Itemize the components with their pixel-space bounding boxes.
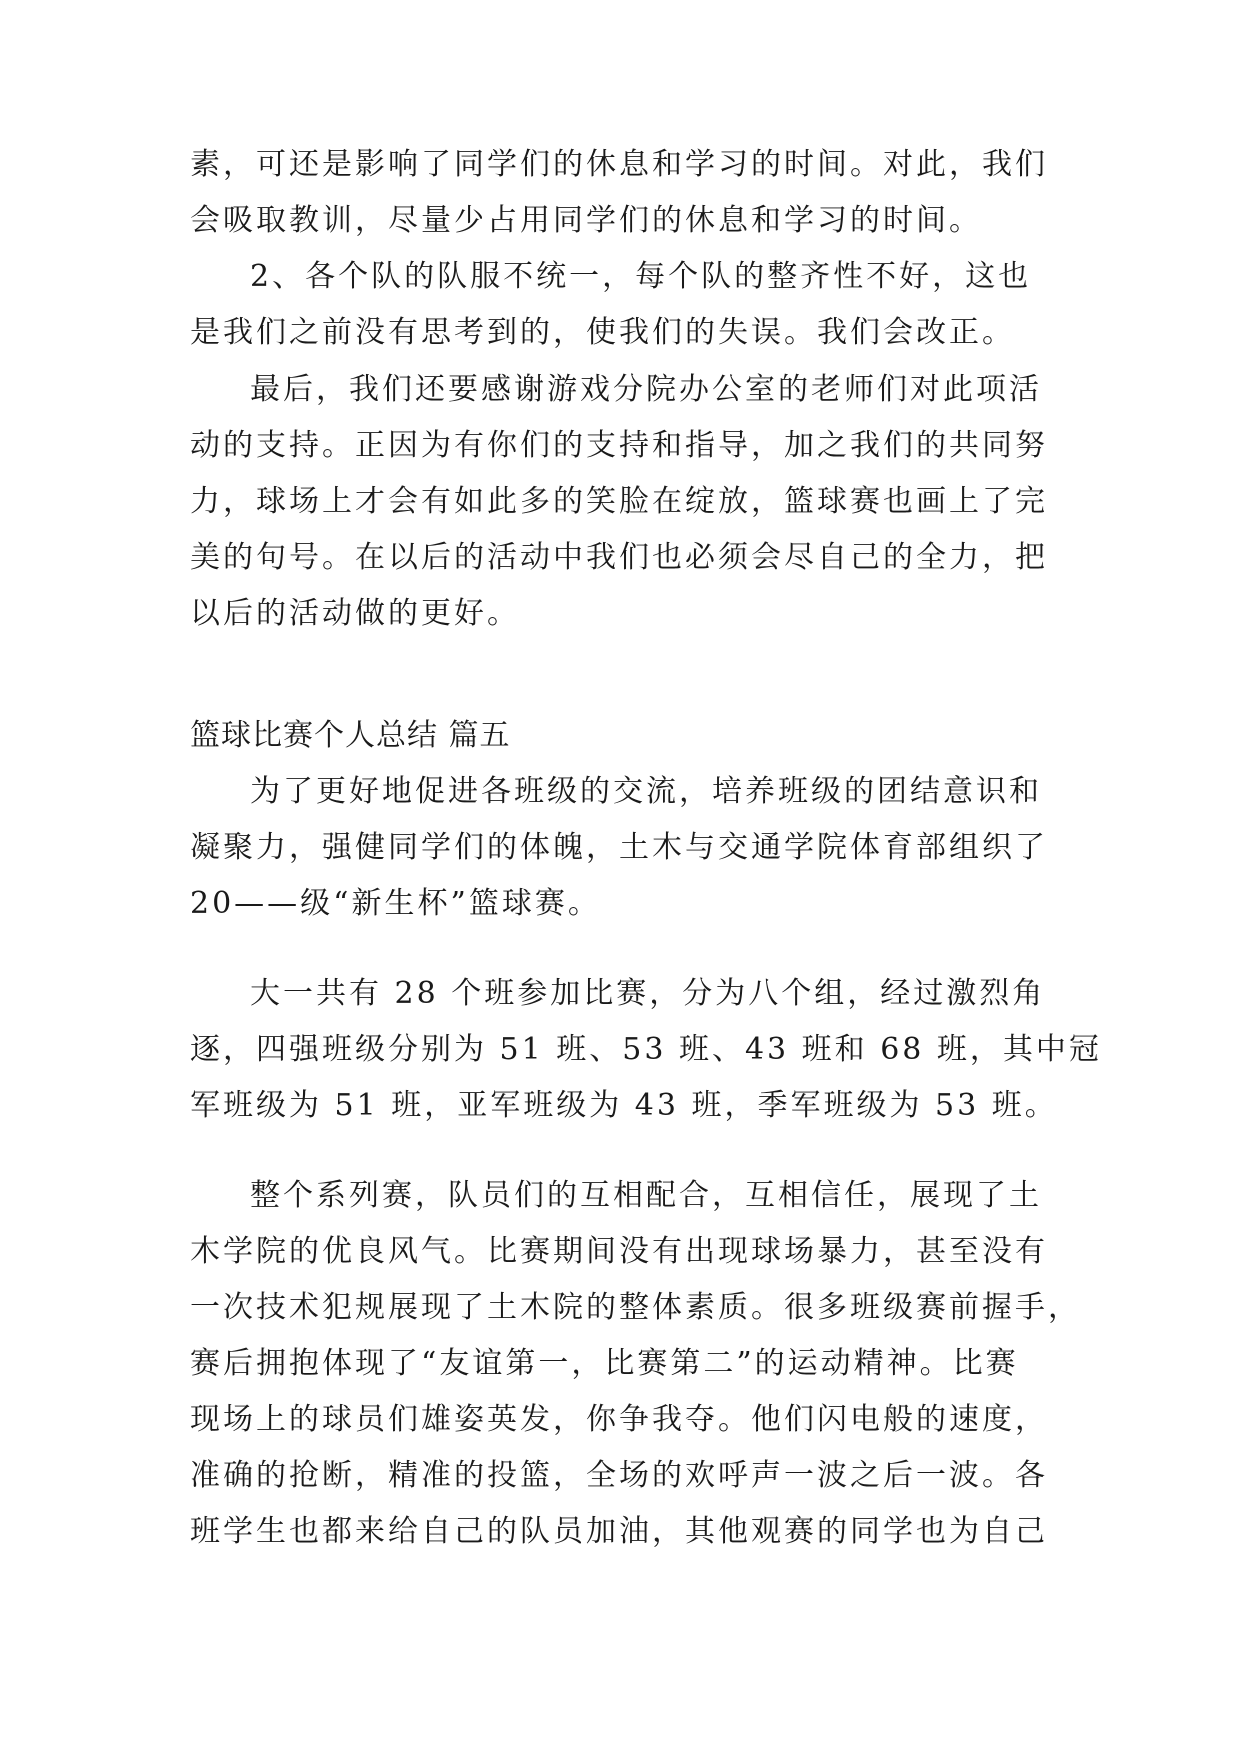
paragraph-6-line-3: 一次技术犯规展现了土木院的整体素质。很多班级赛前握手， [190,1290,1081,1325]
paragraph-5-line-3: 军班级为 51 班，亚军班级为 43 班，季军班级为 53 班。 [190,1088,1058,1123]
paragraph-4-line-3: 20——级“新生杯”篮球赛。 [190,886,601,921]
paragraph-2-line-2: 是我们之前没有思考到的，使我们的失误。我们会改正。 [190,315,1015,350]
paragraph-3-line-5: 以后的活动做的更好。 [190,596,520,631]
paragraph-6-line-6: 准确的抢断，精准的投篮，全场的欢呼声一波之后一波。各 [190,1458,1048,1493]
paragraph-2-line-1: 2、各个队的队服不统一，每个队的整齐性不好，这也 [250,259,1032,294]
paragraph-4-line-1: 为了更好地促进各班级的交流，培养班级的团结意识和 [250,774,1042,809]
paragraph-6-line-1: 整个系列赛，队员们的互相配合，互相信任，展现了土 [250,1178,1042,1213]
paragraph-6-line-5: 现场上的球员们雄姿英发，你争我夺。他们闪电般的速度， [190,1402,1048,1437]
paragraph-4-line-2: 凝聚力，强健同学们的体魄，土木与交通学院体育部组织了 [190,830,1048,865]
paragraph-1-line-1: 素，可还是影响了同学们的休息和学习的时间。对此，我们 [190,147,1048,182]
paragraph-3-line-2: 动的支持。正因为有你们的支持和指导，加之我们的共同努 [190,428,1048,463]
paragraph-6-line-7: 班学生也都来给自己的队员加油，其他观赛的同学也为自己 [190,1514,1048,1549]
paragraph-3-line-4: 美的句号。在以后的活动中我们也必须会尽自己的全力，把 [190,540,1048,575]
paragraph-6-line-4: 赛后拥抱体现了“友谊第一，比赛第二”的运动精神。比赛 [190,1346,1019,1381]
paragraph-3-line-3: 力，球场上才会有如此多的笑脸在绽放，篮球赛也画上了完 [190,484,1048,519]
paragraph-5-line-2: 逐，四强班级分别为 51 班、53 班、43 班和 68 班，其中冠 [190,1032,1102,1067]
section-heading: 篮球比赛个人总结 篇五 [190,718,511,753]
paragraph-1-line-2: 会吸取教训，尽量少占用同学们的休息和学习的时间。 [190,203,982,238]
paragraph-5-line-1: 大一共有 28 个班参加比赛，分为八个组，经过激烈角 [250,976,1046,1011]
paragraph-6-line-2: 木学院的优良风气。比赛期间没有出现球场暴力，甚至没有 [190,1234,1048,1269]
paragraph-3-line-1: 最后，我们还要感谢游戏分院办公室的老师们对此项活 [250,372,1042,407]
